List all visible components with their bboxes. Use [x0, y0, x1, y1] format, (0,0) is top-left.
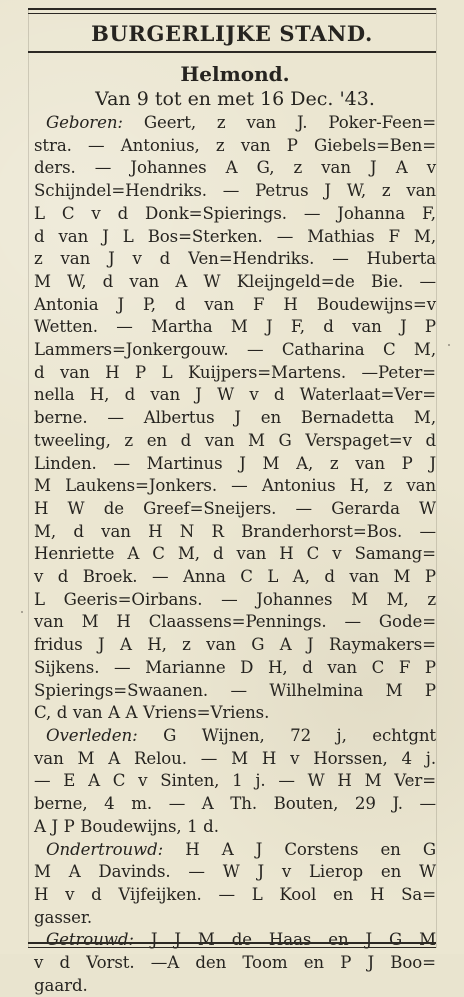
deaths-line: G Wijnen, 72 j, echtgnt — [163, 725, 436, 745]
births-line: tweeling, z en d van M G Verspaget=v d — [34, 430, 436, 450]
deaths-line: van M A Relou. — M H v Horssen, 4 j. — [34, 748, 436, 768]
births-line: H W de Greef=Sneijers. — Gerarda W — [34, 498, 436, 518]
marriages-line: J J M de Haas en J G M — [150, 930, 436, 950]
registry-line — [34, 725, 436, 748]
births-line: Spierings=Swaanen. — Wilhelmina M P — [34, 680, 436, 700]
births-line: Geert, z van J. Poker-Feen= — [143, 113, 436, 132]
marriages-line: v d Vorst. —A den Toom en P J Boo= — [34, 953, 436, 973]
deaths-line: — E A C v Sinten, 1 j. — W H M Ver= — [34, 771, 436, 791]
marriages-line: gaard. — [34, 975, 88, 995]
bottom-thin-rule — [28, 947, 436, 948]
births-line: Sijkens. — Marianne D H, d van C F P — [34, 657, 436, 677]
section-header: BURGERLIJKE STAND. — [91, 21, 373, 46]
births-line: Linden. — Martinus J M A, z van P J — [34, 453, 436, 473]
bottom-thick-rule — [28, 942, 436, 944]
births-label: Geboren: — [46, 113, 123, 132]
registry-line — [34, 839, 436, 862]
engagements-line: gasser. — [34, 907, 93, 927]
births-line: Schijndel=Hendriks. — Petrus J W, z van — [34, 181, 436, 201]
print-speck — [448, 344, 450, 346]
print-speck — [409, 778, 411, 780]
births-line: Henriette A C M, d van H C v Samang= — [34, 544, 436, 564]
births-line: berne. — Albertus J en Bernadetta M, — [34, 408, 436, 428]
births-line: d van H P L Kuijpers=Martens. —Peter= — [34, 362, 436, 382]
births-line: d van J L Bos=Sterken. — Mathias F M, — [34, 226, 436, 246]
births-line: v d Broek. — Anna C L A, d van M P — [34, 567, 436, 587]
left-column-edge — [28, 8, 29, 948]
births-line: Antonia J P, d van F H Boudewijns=v — [34, 294, 436, 314]
births-line: van M H Claassens=Pennings. — Gode= — [34, 612, 436, 632]
engagements-line: H A J Corstens en G — [185, 839, 436, 859]
births-line: C, d van A A Vriens=Vriens. — [34, 703, 270, 723]
marriages-label: Getrouwd: — [46, 930, 134, 950]
deaths-label: Overleden: — [46, 725, 138, 745]
header-divider — [28, 51, 436, 53]
registry-line — [34, 929, 436, 952]
births-line: nella H, d van J W v d Waterlaat=Ver= — [34, 385, 436, 405]
article-place-heading: Helmond. — [180, 62, 290, 86]
births-line: ders. — Johannes A G, z van J A v — [34, 158, 436, 178]
top-thick-rule — [28, 8, 436, 10]
births-line: L C v d Donk=Spierings. — Johanna F, — [34, 203, 436, 223]
right-column-edge — [436, 8, 437, 948]
engagements-line: H v d Vijfeijken. — L Kool en H Sa= — [34, 884, 436, 904]
registry-line — [34, 112, 436, 135]
engagements-line: M A Davinds. — W J v Lierop en W — [34, 862, 436, 882]
births-line: M Laukens=Jonkers. — Antonius H, z van — [34, 476, 436, 496]
article-body — [34, 60, 436, 995]
births-line: L Geeris=Oirbans. — Johannes M M, z — [34, 589, 436, 609]
births-line: Lammers=Jonkergouw. — Catharina C M, — [34, 340, 436, 360]
print-speck — [21, 611, 23, 613]
top-thin-rule — [28, 13, 436, 14]
births-line: M W, d van A W Kleijngeld=de Bie. — — [34, 271, 436, 291]
births-line: fridus J A H, z van G A J Raymakers= — [34, 635, 436, 655]
registry-text — [34, 112, 436, 997]
deaths-line: berne, 4 m. — A Th. Bouten, 29 J. — — [34, 794, 436, 814]
births-line: M, d van H N R Branderhorst=Bos. — — [34, 521, 436, 541]
births-line: stra. — Antonius, z van P Giebels=Ben= — [34, 135, 436, 155]
date-range: Van 9 tot en met 16 Dec. '43. — [95, 88, 375, 110]
deaths-line: A J P Boudewijns, 1 d. — [34, 816, 219, 836]
births-line: Wetten. — Martha M J F, d van J P — [34, 317, 436, 337]
engagements-label: Ondertrouwd: — [46, 839, 164, 859]
births-line: z van J v d Ven=Hendriks. — Huberta — [34, 249, 436, 269]
